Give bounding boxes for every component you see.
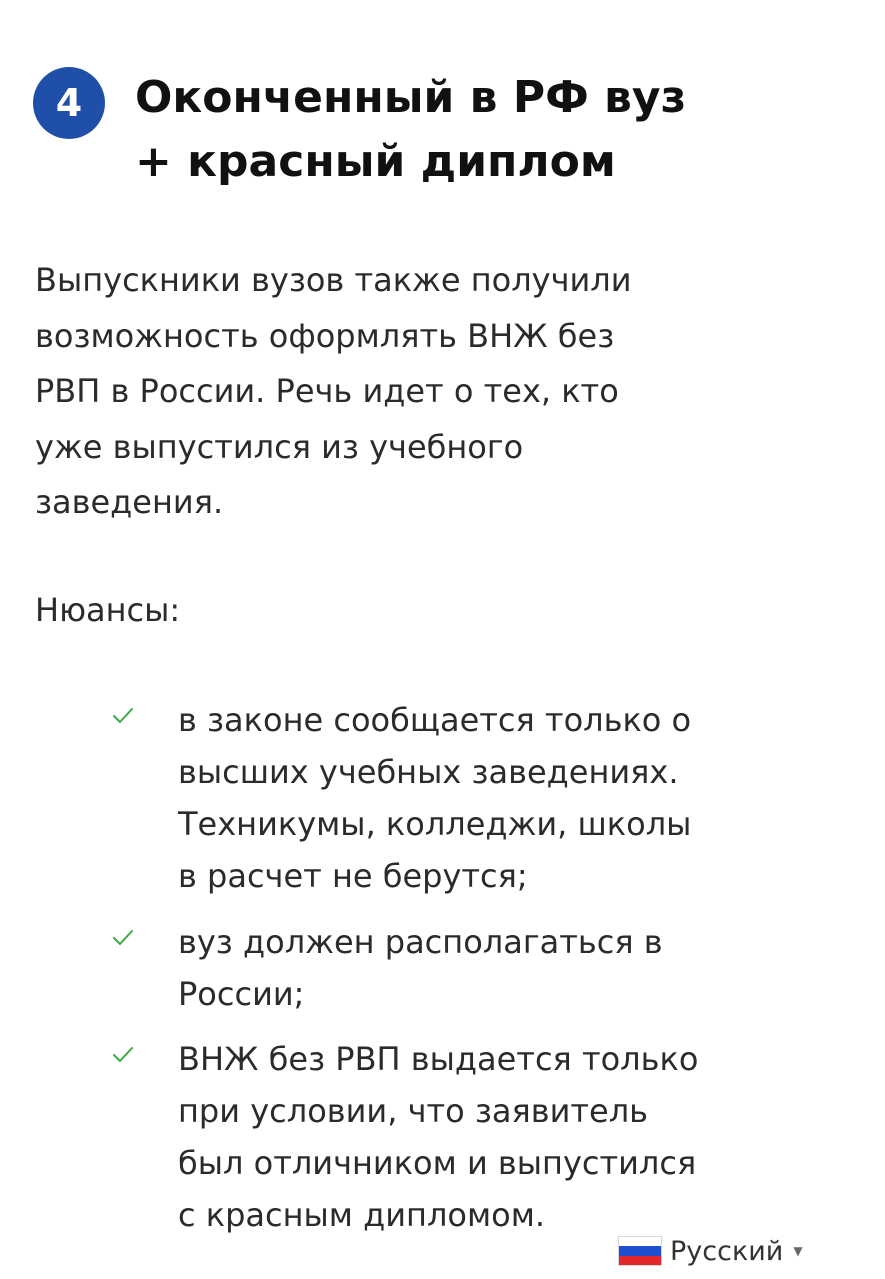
list-item-line: ВНЖ без РВП выдается только — [178, 1040, 699, 1078]
list-item-line: вуз должен располагаться в — [178, 923, 663, 961]
list-item-text — [178, 916, 778, 1020]
step-number-badge — [33, 67, 105, 139]
caret-down-icon: ▼ — [793, 1244, 803, 1258]
nuances-label: Нюансы: — [35, 591, 181, 629]
language-label: Русский — [670, 1235, 784, 1267]
list-item-text — [178, 1033, 778, 1241]
check-icon — [112, 705, 134, 727]
list-item-line: в расчет не берутся; — [178, 857, 528, 895]
intro-line: РВП в России. Речь идет о тех, кто — [35, 372, 619, 410]
list-item-line: был отличником и выпустился — [178, 1144, 697, 1182]
step-number: 4 — [55, 81, 83, 125]
list-item-line: в законе сообщается только о — [178, 701, 692, 739]
list-item-line: при условии, что заявитель — [178, 1092, 649, 1130]
language-switcher[interactable] — [618, 1232, 803, 1270]
intro-line: заведения. — [35, 483, 224, 521]
list-item-line: высших учебных заведениях. — [178, 753, 679, 791]
intro-line: возможность оформлять ВНЖ без — [35, 316, 615, 355]
heading-line: Оконченный в РФ вуз — [135, 72, 687, 123]
list-item-line: России; — [178, 975, 305, 1013]
check-icon — [112, 927, 134, 949]
list-item-line: Техникумы, колледжи, школы — [178, 805, 692, 843]
list-item-line: с красным дипломом. — [178, 1196, 546, 1234]
section-heading — [135, 66, 835, 194]
russia-flag-icon — [618, 1236, 662, 1266]
intro-paragraph — [35, 253, 675, 531]
list-item-text — [178, 694, 778, 902]
intro-line: Выпускники вузов также получили — [35, 261, 632, 299]
check-icon — [112, 1044, 134, 1066]
heading-line: + красный диплом — [135, 136, 616, 187]
intro-line: уже выпустился из учебного — [35, 427, 524, 466]
